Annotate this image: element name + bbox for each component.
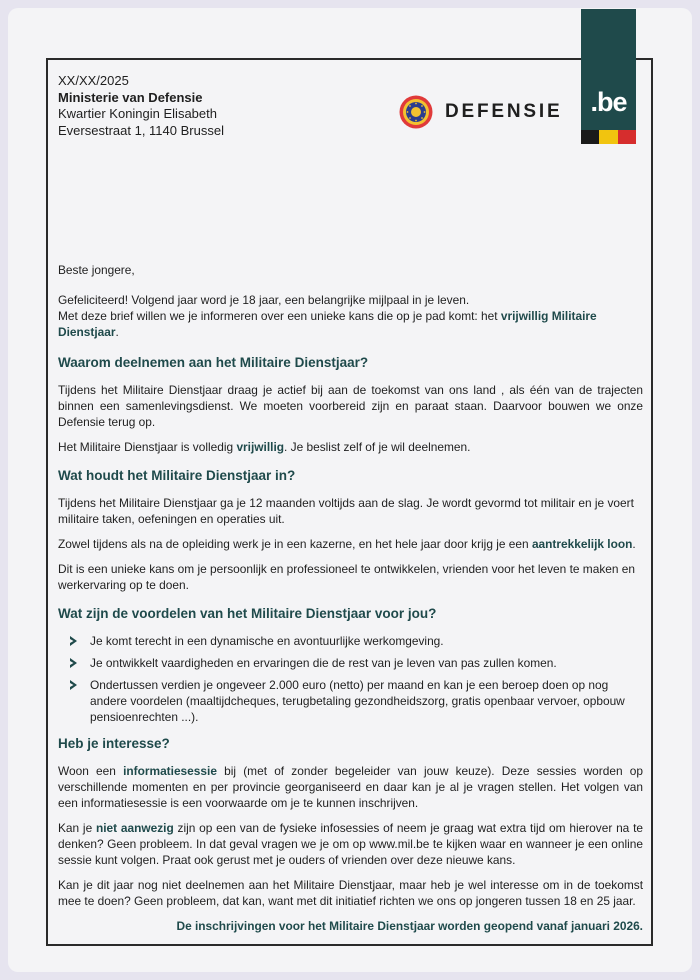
defensie-wordmark: DEFENSIE <box>445 101 563 122</box>
heading-why: Waarom deelnemen aan het Militaire Dienstjaar? <box>58 355 369 370</box>
ministry-name: Ministerie van Defensie <box>58 89 203 105</box>
defence-emblem-icon <box>399 95 433 129</box>
paragraph-what: Tijdens het Militaire Dienstjaar ga je 12 maanden voltijds aan de slag. Je wordt gevormd tot militair en je voert militaire taken, oefeningen en operaties uit. <box>58 496 634 526</box>
defensie-logo <box>399 95 562 129</box>
paragraph-salary: Zowel tijdens als na de opleiding werk je in een kazerne, en het hele jaar door krijg je een aantrekkelijk loon. <box>58 537 636 551</box>
closing-statement: De inschrijvingen voor het Militaire Dienstjaar worden geopend vanaf januari 2026. <box>176 919 643 933</box>
list-item: Ondertussen verdien je ongeveer 2.000 euro (netto) per maand en kan je een beroep doen op nog andere voordelen (maaltijdcheques, terugbetaling gezondheidszorg, gratis openbaar vervoer, opbouw pensioenrechten ...). <box>68 677 643 725</box>
intro: Gefeliciteerd! Volgend jaar word je 18 jaar, een belangrijke mijlpaal in je leven. Met deze brief willen we je informeren over een unieke kans die op je pad komt: het vrijwillig Militaire Dienstjaar. <box>58 293 597 339</box>
sender-address <box>58 73 224 139</box>
benefits-list <box>68 633 643 725</box>
address-line-2: Eversestraat 1, 1140 Brussel <box>58 122 224 138</box>
paragraph-chance: Dit is een unieke kans om je persoonlijk en professioneel te ontwikkelen, vrienden voor het leven te maken en werkervaring op te doen. <box>58 562 636 592</box>
heading-what: Wat houdt het Militaire Dienstjaar in? <box>58 468 296 483</box>
letter-body <box>58 262 643 943</box>
paragraph-why: Tijdens het Militaire Dienstjaar draag je actief bij aan de toekomst van ons land , als één van de trajecten binnen een samenlevingsdienst. We moeten voorbereid zijn en paraat staan. Daarvoor bouwen we onze Defensie terug op. <box>58 383 643 429</box>
address-line-1: Kwartier Koningin Elisabeth <box>58 106 217 121</box>
paragraph-session: Woon een informatiesessie bij (met of zonder begeleider van jouw keuze). Deze sessies worden op verschillende momenten en per provincie georganiseerd en daar kan je al je vragen stellen. Het volgen van een informatiesessie is een voorwaarde om je te kunnen inschrijven. <box>58 764 643 810</box>
list-item: Je ontwikkelt vaardigheden en ervaringen die de rest van je leven van pas zullen komen. <box>68 655 643 671</box>
heading-benefits: Wat zijn de voordelen van het Militaire Dienstjaar voor jou? <box>58 606 437 621</box>
chevron-right-icon <box>68 679 80 691</box>
paragraph-absent: Kan je niet aanwezig zijn op een van de fysieke infosessies of neem je graag wat extra tijd om hierover na te denken? Geen probleem. In dat geval vragen we je om op www.mil.be te kijken waar en wanneer je een online sessie kunt volgen. Praat ook gerust met je ouders of vrienden over deze nieuwe kans. <box>58 821 643 867</box>
date: XX/XX/2025 <box>58 73 129 88</box>
chevron-right-icon <box>68 657 80 669</box>
chevron-right-icon <box>68 635 80 647</box>
be-logo-text: .be <box>590 87 627 117</box>
paragraph-later: Kan je dit jaar nog niet deelnemen aan het Militaire Dienstjaar, maar heb je wel interesse om in de toekomst mee te doen? Geen probleem, dat kan, want met dit initiatief richten we ons op jongeren tussen 18 en 25 jaar. <box>58 878 643 908</box>
list-item: Je komt terecht in een dynamische en avontuurlijke werkomgeving. <box>68 633 643 649</box>
paragraph-voluntary: Het Militaire Dienstjaar is volledig vrijwillig. Je beslist zelf of je wil deelnemen. <box>58 440 471 454</box>
be-logo <box>581 9 636 144</box>
flag-stripes <box>581 130 636 144</box>
greeting: Beste jongere, <box>58 263 135 277</box>
heading-interest: Heb je interesse? <box>58 736 170 751</box>
